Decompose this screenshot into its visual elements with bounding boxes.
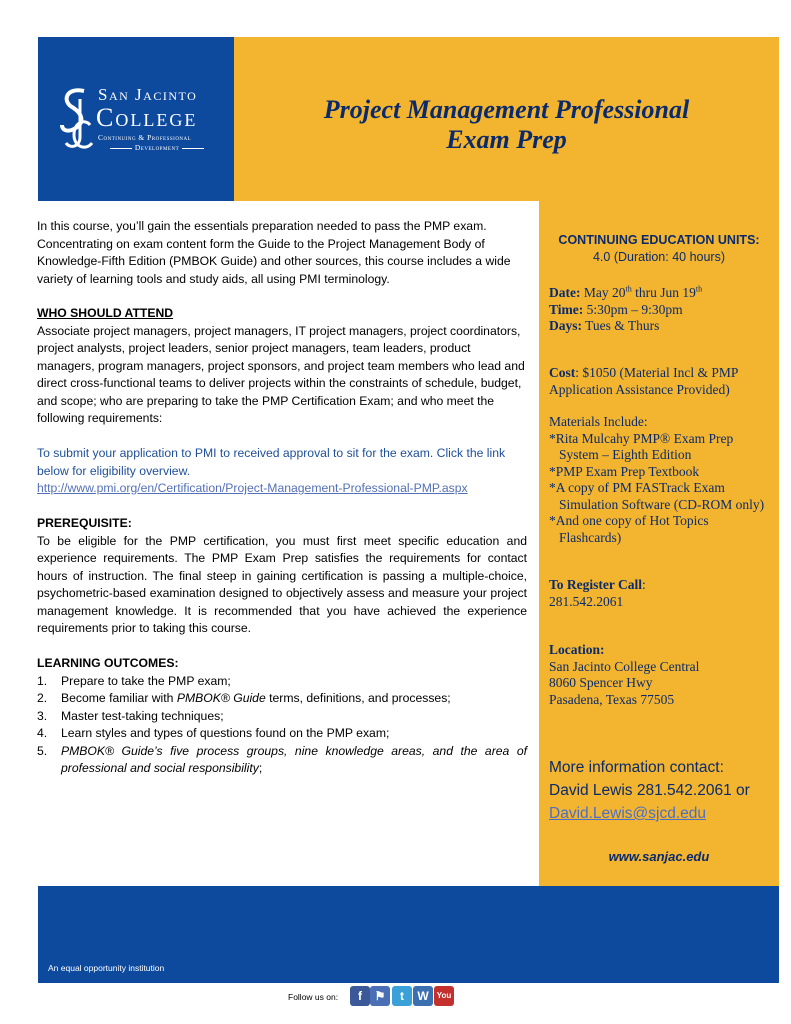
material-text: *PMP Exam Prep Textbook (549, 463, 700, 479)
time-value: 5:30pm – 9:30pm (586, 301, 683, 317)
prereq-heading: PREREQUISITE: (37, 516, 132, 530)
register-label: To Register Call (549, 577, 642, 592)
ceu-value: 4.0 (Duration: 40 hours) (592, 250, 725, 264)
list-item (549, 464, 777, 481)
date-row (549, 285, 777, 302)
date-value: thru Jun 19 (631, 285, 696, 300)
outcomes-list (37, 673, 527, 778)
material-text: *A copy of PM FASTrack Exam (549, 480, 725, 495)
material-text: *Rita Mulcahy PMP® Exam Prep (549, 430, 734, 446)
twitter-icon[interactable]: t (392, 986, 412, 1006)
outcomes-heading: LEARNING OUTCOMES: (37, 656, 179, 670)
materials-block (549, 414, 777, 546)
title-line-2: Exam Prep (446, 125, 567, 154)
days-row (549, 318, 777, 335)
logo-subtitle-2: Development (98, 143, 216, 152)
page-title (234, 95, 779, 155)
course-info-sidebar (539, 201, 779, 886)
footer-band (38, 886, 779, 983)
title-panel (234, 37, 779, 201)
list-item (37, 708, 527, 726)
days-value: Tues & Thurs (585, 318, 660, 333)
register-colon: : (642, 577, 646, 592)
schedule-block (549, 285, 777, 335)
time-label: Time: (549, 301, 584, 317)
material-text: Simulation Software (CD-ROM only) (559, 496, 765, 512)
follow-us-label: Follow us on: (288, 992, 339, 1002)
location-label: Location: (549, 642, 605, 657)
list-text: ; (258, 761, 263, 775)
list-emphasis: PMBOK® Guide (176, 691, 266, 705)
date-suffix: th (625, 284, 632, 294)
eligibility-link[interactable]: http://www.pmi.org/en/Certification/Project-Management-Professional-PMP.aspx (37, 481, 468, 495)
date-suffix: th (695, 284, 703, 294)
list-text: terms, definitions, and processes; (265, 691, 451, 705)
list-text: Learn styles and types of questions found on the PMP exam; (61, 726, 390, 740)
list-item (37, 743, 527, 778)
who-text: Associate project managers, project managers, IT project managers, project coordinators, project analysts, project leaders, senior project managers, team leaders, product managers, program managers, project sponsors, and project team members who lead and direct cross-functional teams to deliver projects within the constraints of schedule, budget, and scope; who are preparing to take the PMP Certification Exam; and who meet the following requirements: (37, 323, 525, 425)
who-section (37, 305, 527, 428)
list-item (37, 690, 527, 708)
prereq-text: To be eligible for the PMP certification, you must first meet specific education and experience requirements. The PMP Exam Prep satisfies the requirements for contact hours of instruction. The final steep in gaining certification is passing a multiple-choice, psychometric-based examination designed to objectively assess and measure your project management knowledge. It is recommended that you have achieved the experience requirements prior to taking this course. (37, 533, 527, 635)
list-number: 5. (37, 743, 48, 758)
list-text: Master test-taking techniques; (61, 708, 224, 723)
material-text: Flashcards) (559, 529, 622, 545)
who-heading: WHO SHOULD ATTEND (37, 306, 174, 320)
equal-opportunity-text: An equal opportunity institution (48, 963, 165, 973)
college-logo-panel (38, 37, 234, 201)
time-row (549, 302, 777, 319)
contact-heading: More information contact: (549, 759, 724, 776)
register-phone: 281.542.2061 (549, 593, 624, 609)
list-item (37, 673, 527, 691)
material-text: *And one copy of Hot Topics (549, 513, 709, 528)
location-line: 8060 Spencer Hwy (549, 675, 653, 690)
flickr-icon[interactable]: ⚑ (370, 986, 390, 1006)
contact-block (549, 756, 777, 825)
intro-section (37, 218, 527, 288)
youtube-icon[interactable]: You (434, 986, 454, 1006)
submit-section (37, 445, 527, 498)
materials-heading: Materials Include: (549, 414, 648, 429)
contact-name-phone: David Lewis 281.542.2061 or (549, 782, 750, 799)
location-block (549, 642, 777, 708)
list-text: Prepare to take the PMP exam; (61, 673, 231, 688)
location-line: San Jacinto College Central (549, 658, 700, 674)
ceu-heading: CONTINUING EDUCATION UNITS: (558, 233, 760, 247)
days-label: Days: (549, 318, 582, 333)
logo-subtitle: Continuing & Professional (98, 133, 192, 142)
location-line: Pasadena, Texas 77505 (549, 691, 675, 707)
list-number: 1. (37, 673, 48, 688)
website-link[interactable]: www.sanjac.edu (608, 849, 710, 864)
cost-value: : $1050 (Material Incl & PMP Application Assistance Provided) (549, 365, 738, 397)
date-label: Date: (549, 285, 581, 300)
submit-text: To submit your application to PMI to received approval to sit for the exam. Click the link below for eligibility overview. (37, 446, 506, 478)
date-value: May 20 (583, 285, 626, 300)
list-item (549, 431, 777, 464)
sjc-monogram-icon (56, 85, 96, 155)
list-emphasis: PMBOK® Guide’s five process groups, nine knowledge areas, and the area of professional and social responsibility (61, 743, 527, 775)
material-text: System – Eighth Edition (559, 447, 692, 462)
list-number: 3. (37, 708, 48, 723)
list-number: 2. (37, 691, 48, 705)
contact-email-link[interactable]: David.Lewis@sjcd.edu (549, 805, 707, 822)
list-item (549, 513, 777, 546)
list-item (549, 480, 777, 513)
logo-wordmark-main: College (96, 103, 198, 132)
cost-block (549, 365, 777, 398)
wordpress-icon[interactable]: W (413, 986, 433, 1006)
cost-label: Cost (549, 365, 576, 380)
list-number: 4. (37, 726, 48, 740)
prereq-section (37, 515, 527, 638)
title-line-1: Project Management Professional (323, 95, 690, 124)
outcomes-section (37, 655, 527, 778)
logo-wordmark-top: San Jacinto (98, 85, 198, 104)
list-item (37, 725, 527, 743)
intro-text: In this course, you’ll gain the essentials preparation needed to pass the PMP exam. Concentrating on exam content form the Guide to the Project Management Body of Knowledge-Fifth Edition (PMBOK Guide) and other sources, this course includes a wide variety of learning tools and study aids, all using PMI terminology. (37, 219, 511, 286)
list-text: Become familiar with (61, 691, 177, 705)
facebook-icon[interactable]: f (350, 986, 370, 1006)
register-block (549, 577, 777, 610)
